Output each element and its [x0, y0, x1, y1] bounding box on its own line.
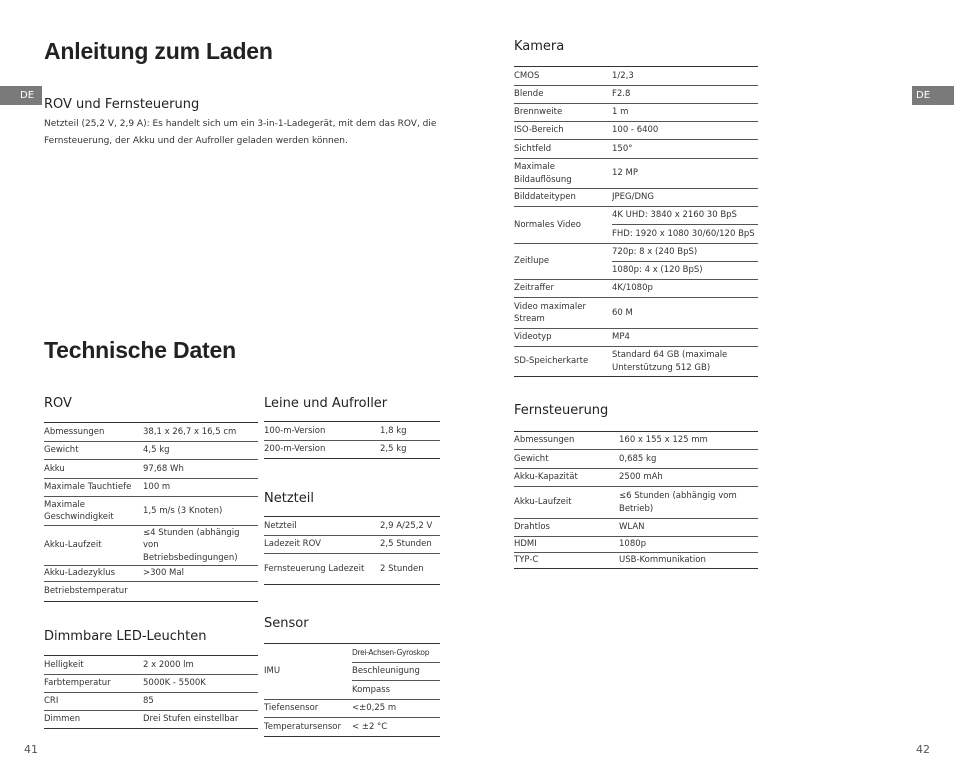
spec-label: Gewicht [44, 442, 143, 460]
camera-spec-table [514, 66, 758, 377]
spec-label: Betriebstemperatur [44, 581, 143, 601]
tether-heading: Leine und Aufroller [264, 396, 388, 411]
table-row [44, 693, 258, 711]
spec-value: 4K/1080p [612, 280, 758, 298]
table-row [44, 526, 258, 566]
spec-label: Maximale Tauchtiefe [44, 479, 143, 497]
table-row [264, 517, 440, 536]
spec-label: IMU [264, 644, 352, 700]
spec-value: >300 Mal [143, 565, 258, 581]
table-row [264, 536, 440, 554]
rov-heading: ROV [44, 396, 72, 411]
remote-spec-table [514, 431, 758, 569]
spec-label: SD-Speicherkarte [514, 347, 612, 377]
spec-value: 2,5 Stunden [380, 536, 440, 554]
table-row [44, 656, 258, 675]
spec-value: 1/2,3 [612, 67, 758, 86]
spec-label: 200-m-Version [264, 441, 380, 459]
spec-value: ≤6 Stunden (abhängig vom Betrieb) [619, 487, 758, 519]
spec-value: 0,685 kg [619, 450, 758, 469]
rov-remote-heading: ROV und Fernsteuerung [44, 97, 200, 112]
table-row [264, 554, 440, 585]
page-number-left: 41 [24, 743, 38, 756]
spec-value: Kompass [352, 681, 440, 700]
spec-value: 38,1 x 26,7 x 16,5 cm [143, 423, 258, 442]
spec-label: Helligkeit [44, 656, 143, 675]
rov-remote-text-line-1: Netzteil (25,2 V, 2,9 A): Es handelt sich um ein 3-in-1-Ladegerät, mit dem das ROV, die [44, 119, 437, 129]
spec-value: F2.8 [612, 86, 758, 104]
table-row [514, 67, 758, 86]
table-row [264, 718, 440, 737]
spec-label: Sichtfeld [514, 140, 612, 159]
spec-label: Video maximaler Stream [514, 298, 612, 329]
spec-label: Tiefensensor [264, 700, 352, 718]
table-row [44, 675, 258, 693]
spec-value: 12 MP [612, 159, 758, 189]
spec-value: Beschleunigung [352, 663, 440, 681]
spec-label: CMOS [514, 67, 612, 86]
spec-value: Drei Stufen einstellbar [143, 711, 258, 729]
camera-heading: Kamera [514, 39, 565, 54]
spec-value: MP4 [612, 329, 758, 347]
spec-value: 85 [143, 693, 258, 711]
table-row [514, 329, 758, 347]
spec-label: Normales Video [514, 207, 612, 244]
spec-label: Farbtemperatur [44, 675, 143, 693]
rov-remote-paragraph [44, 116, 444, 150]
table-row [44, 711, 258, 729]
table-row [264, 441, 440, 459]
remote-heading: Fernsteuerung [514, 403, 609, 418]
table-row [514, 450, 758, 469]
spec-value: 2,9 A/25,2 V [380, 517, 440, 536]
led-spec-table [44, 655, 258, 729]
table-row [514, 159, 758, 189]
spec-value: < ±2 °C [352, 718, 440, 737]
spec-value: 1080p: 4 x (120 BpS) [612, 262, 758, 280]
spec-value: 4K UHD: 3840 x 2160 30 BpS [612, 207, 758, 225]
spec-label: CRI [44, 693, 143, 711]
table-row [514, 122, 758, 140]
table-row [514, 189, 758, 207]
language-tab-right: DE [912, 86, 954, 105]
table-row [514, 469, 758, 487]
spec-label: Akku-Laufzeit [514, 487, 619, 519]
table-row [514, 280, 758, 298]
spec-value: 100 - 6400 [612, 122, 758, 140]
spec-label: ISO-Bereich [514, 122, 612, 140]
spec-label: Drahtlos [514, 519, 619, 537]
led-heading: Dimmbare LED-Leuchten [44, 629, 207, 644]
spec-value: 720p: 8 x (240 BpS) [612, 244, 758, 262]
spec-label: Akku-Laufzeit [44, 526, 143, 566]
spec-label: Akku-Ladezyklus [44, 565, 143, 581]
spec-label: Gewicht [514, 450, 619, 469]
table-row [44, 497, 258, 526]
spec-value: 2,5 kg [380, 441, 440, 459]
rov-spec-table [44, 422, 258, 602]
table-row [514, 519, 758, 537]
page-number-right: 42 [916, 743, 930, 756]
spec-value: 97,68 Wh [143, 460, 258, 479]
spec-label: Dimmen [44, 711, 143, 729]
spec-value: <±0,25 m [352, 700, 440, 718]
table-row [44, 565, 258, 581]
table-row [44, 460, 258, 479]
spec-label: Abmessungen [514, 432, 619, 450]
power-spec-table [264, 516, 440, 585]
language-tab-left: DE [0, 86, 42, 105]
spec-label: Blende [514, 86, 612, 104]
sensor-heading: Sensor [264, 616, 309, 631]
spec-value: JPEG/DNG [612, 189, 758, 207]
tether-spec-table [264, 421, 440, 459]
table-row [264, 700, 440, 718]
spec-label: Akku [44, 460, 143, 479]
spec-label: Maximale Bildauflösung [514, 159, 612, 189]
table-row [44, 581, 258, 601]
spec-value: Drei-Achsen-Gyroskop [352, 644, 440, 663]
spec-value: USB-Kommunikation [619, 553, 758, 569]
power-heading: Netzteil [264, 491, 314, 506]
table-row [514, 244, 758, 262]
spec-label: Abmessungen [44, 423, 143, 442]
spec-value: 1,8 kg [380, 422, 440, 441]
spec-value: 2 Stunden [380, 554, 440, 585]
spec-label: Akku-Kapazität [514, 469, 619, 487]
spec-label: TYP-C [514, 553, 619, 569]
spec-value: 60 M [612, 298, 758, 329]
spec-value: 1 m [612, 104, 758, 122]
spec-value: 1080p [619, 537, 758, 553]
charging-title: Anleitung zum Laden [44, 38, 273, 64]
spec-value: ≤4 Stunden (abhängig von Betriebsbedingungen) [143, 526, 258, 566]
table-row [514, 298, 758, 329]
spec-label: 100-m-Version [264, 422, 380, 441]
table-row [514, 86, 758, 104]
spec-value: Standard 64 GB (maximale Unterstützung 512 GB) [612, 347, 758, 377]
spec-value: WLAN [619, 519, 758, 537]
spec-label: Zeitraffer [514, 280, 612, 298]
spec-value: 1,5 m/s (3 Knoten) [143, 497, 258, 526]
spec-value: 4,5 kg [143, 442, 258, 460]
table-row [514, 553, 758, 569]
table-row [264, 644, 440, 663]
spec-label: Videotyp [514, 329, 612, 347]
table-row [514, 104, 758, 122]
table-row [264, 422, 440, 441]
spec-label: Ladezeit ROV [264, 536, 380, 554]
specs-title: Technische Daten [44, 337, 236, 363]
spec-label: Zeitlupe [514, 244, 612, 280]
spec-label: Temperatursensor [264, 718, 352, 737]
spec-label: Fernsteuerung Ladezeit [264, 554, 380, 585]
sensor-spec-table [264, 643, 440, 737]
spec-value [143, 581, 258, 601]
table-row [514, 347, 758, 377]
spec-label: Maximale Geschwindigkeit [44, 497, 143, 526]
spec-label: Bilddateitypen [514, 189, 612, 207]
table-row [514, 537, 758, 553]
table-row [514, 487, 758, 519]
spec-label: Netzteil [264, 517, 380, 536]
rov-remote-text-line-2: Fernsteuerung, der Akku und der Aufroller geladen werden können. [44, 136, 348, 146]
table-row [514, 432, 758, 450]
spec-value: 150° [612, 140, 758, 159]
table-row [44, 423, 258, 442]
spec-value: 2500 mAh [619, 469, 758, 487]
spec-value: 160 x 155 x 125 mm [619, 432, 758, 450]
table-row [514, 140, 758, 159]
spec-value: 5000K - 5500K [143, 675, 258, 693]
table-row [514, 207, 758, 225]
spec-label: Brennweite [514, 104, 612, 122]
spec-value: 100 m [143, 479, 258, 497]
table-row [44, 442, 258, 460]
spec-value: FHD: 1920 x 1080 30/60/120 BpS [612, 225, 758, 244]
table-row [44, 479, 258, 497]
spec-value: 2 x 2000 lm [143, 656, 258, 675]
spec-label: HDMI [514, 537, 619, 553]
